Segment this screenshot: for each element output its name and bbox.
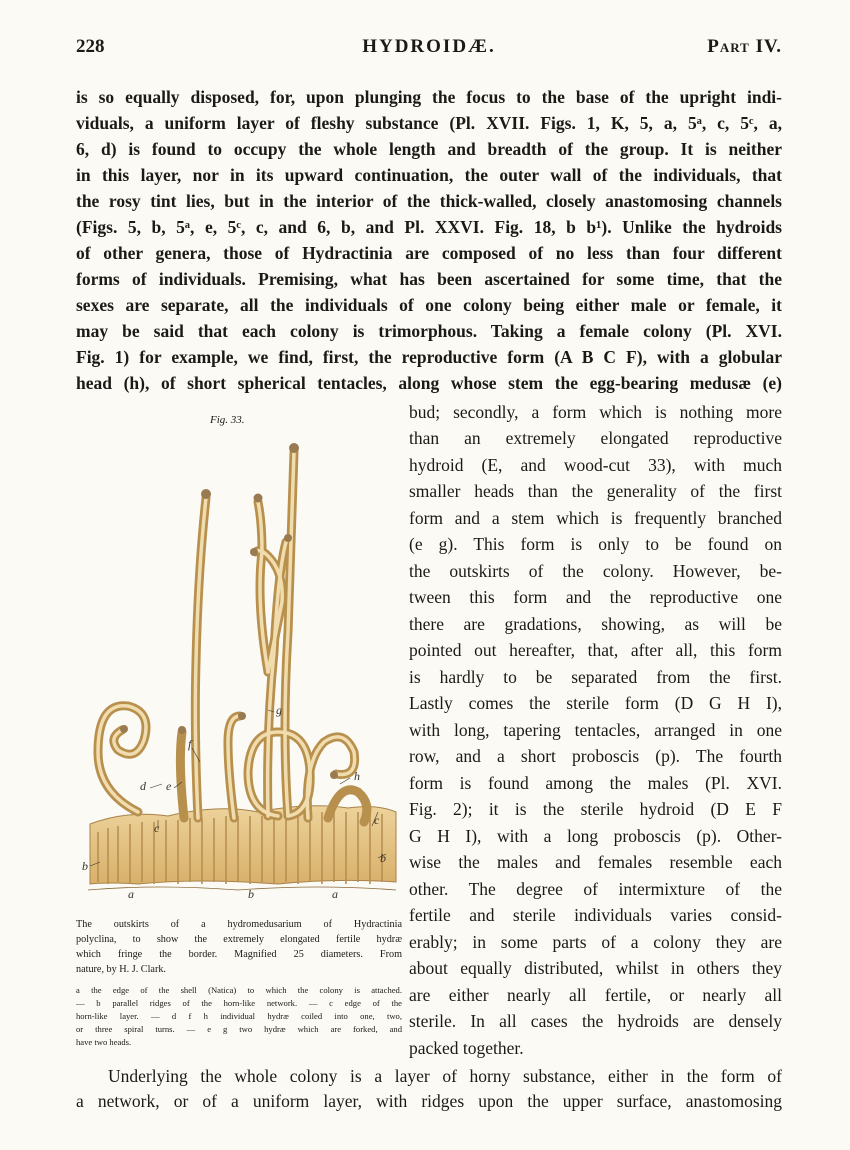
figure-caption-line: polyclina, to show the extremely elongated fertile hydræ xyxy=(76,934,402,945)
text-line: other. The degree of intermixture of the xyxy=(409,879,782,899)
text-line: Fig. 1) for example, we find, first, the reproductive form (A B C F), with a globular xyxy=(76,347,782,367)
figure-legend-line: — b parallel ridges of the horn-like network. — c edge of the xyxy=(76,998,402,1008)
text-line: tween this form and the reproductive one xyxy=(409,587,782,607)
text-line: (e g). This form is only to be found on xyxy=(409,534,782,554)
figure-caption-line: The outskirts of a hydromedusarium of Hydractinia xyxy=(76,919,402,930)
text-line: in this layer, nor in its upward continuation, the outer wall of the individuals, that xyxy=(76,165,782,185)
text-line: G H I), with a long proboscis (p). Other- xyxy=(409,826,782,846)
figure-letter: g xyxy=(276,703,282,717)
figure-letter: a xyxy=(128,887,134,901)
text-line: is hardly to be separated from the first. xyxy=(409,667,782,687)
figure-legend-line: horn-like layer. — d f h individual hydræ coiled into one, two, xyxy=(76,1011,402,1021)
figure-letter: b xyxy=(82,859,88,873)
horny-layer xyxy=(90,806,396,884)
figure-letter: e xyxy=(166,779,172,793)
text-line: erably; in some parts of a colony they are xyxy=(409,932,782,952)
text-line: packed together. xyxy=(409,1038,524,1058)
figure-caption-line: which fringe the border. Magnified 25 diameters. From xyxy=(76,949,402,960)
hydroid-stalks xyxy=(98,452,367,822)
text-line: of other genera, those of Hydractinia are composed of no less than four different xyxy=(76,243,782,263)
text-line: form and a stem which is frequently branched xyxy=(409,508,782,528)
text-line: sterile. In all cases the hydroids are densely xyxy=(409,1011,782,1031)
text-line: 6, d) is found to occupy the whole length and breadth of the group. It is neither xyxy=(76,139,782,159)
text-line: Lastly comes the sterile form (D G H I), xyxy=(409,693,782,713)
text-line: there are gradations, showing, as will be xyxy=(409,614,782,634)
figure-letter: c xyxy=(374,813,380,827)
text-line: is so equally disposed, for, upon plunging the focus to the base of the upright indi- xyxy=(76,87,782,107)
figure-letter: b xyxy=(248,887,254,901)
running-title: HYDROIDÆ. xyxy=(362,36,496,57)
figure-legend-line: have two heads. xyxy=(76,1037,132,1047)
text-line: head (h), of short spherical tentacles, along whose stem the egg-bearing medusæ (e) xyxy=(76,373,782,393)
text-line: may be said that each colony is trimorphous. Taking a female colony (Pl. XVI. xyxy=(76,321,782,341)
hydroid-colony-illustration xyxy=(78,432,408,902)
text-line: (Figs. 5, b, 5ᵃ, e, 5ᶜ, c, and 6, b, and Pl. XXVI. Fig. 18, b b¹). Unlike the hydroids xyxy=(76,217,782,237)
figure-letter: f xyxy=(188,737,192,751)
figure-caption-line: nature, by H. J. Clark. xyxy=(76,964,166,975)
text-line: sexes are separate, all the individuals of one colony being either male or female, it xyxy=(76,295,782,315)
text-line: form is found among the males (Pl. XVI. xyxy=(409,773,782,793)
text-line: the outskirts of the colony. However, be- xyxy=(409,561,782,581)
text-line: smaller heads than the generality of the first xyxy=(409,481,782,501)
text-line: wise the males and females resemble each xyxy=(409,852,782,872)
shell-edge xyxy=(88,887,396,890)
text-line: Underlying the whole colony is a layer of horny substance, either in the form of xyxy=(108,1066,782,1086)
text-line: forms of individuals. Premising, what has been ascertained for some time, that the xyxy=(76,269,782,289)
text-line: row, and a short proboscis (p). The fourth xyxy=(409,746,782,766)
text-line: viduals, a uniform layer of fleshy substance (Pl. XVII. Figs. 1, K, 5, a, 5ᵃ, c, 5ᶜ, a, xyxy=(76,113,782,133)
text-line: a network, or of a uniform layer, with ridges upon the upper surface, anastomosing xyxy=(76,1091,782,1111)
figure-letter: d xyxy=(140,779,146,793)
text-line: about equally distributed, whilst in others they xyxy=(409,958,782,978)
figure-letter: h xyxy=(354,769,360,783)
running-header xyxy=(76,36,782,64)
text-line: Fig. 2); it is the sterile hydroid (D E F xyxy=(409,799,782,819)
text-line: with long, tapering tentacles, arranged in one xyxy=(409,720,782,740)
text-line: the rosy tint lies, but in the interior of the thick-walled, closely anastomosing channels xyxy=(76,191,782,211)
text-line: bud; secondly, a form which is nothing more xyxy=(409,402,782,422)
text-line: are either nearly all fertile, or nearly all xyxy=(409,985,782,1005)
part-label: Part IV. xyxy=(707,36,782,57)
figure-letter: b xyxy=(380,851,386,865)
figure-legend-line: or three spiral turns. — e g two hydræ which are forked, and xyxy=(76,1024,402,1034)
figure-label: Fig. 33. xyxy=(210,414,245,426)
page-number: 228 xyxy=(76,36,105,57)
text-line: pointed out hereafter, that, after all, this form xyxy=(409,640,782,660)
figure-letter: a xyxy=(332,887,338,901)
text-line: fertile and sterile individuals varies consid- xyxy=(409,905,782,925)
text-line: hydroid (E, and wood-cut 33), with much xyxy=(409,455,782,475)
figure-letter: c xyxy=(154,821,160,835)
figure-legend-line: a the edge of the shell (Natica) to which the colony is attached. xyxy=(76,985,402,995)
text-line: than an extremely elongated reproductive xyxy=(409,428,782,448)
